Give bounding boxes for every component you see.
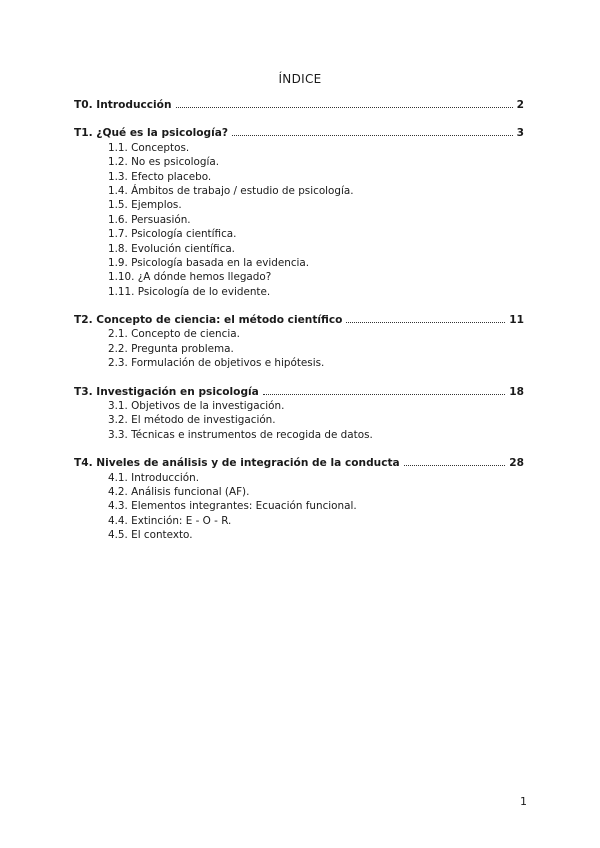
toc-subitem: 2.1. Concepto de ciencia. — [108, 328, 240, 341]
dot-leader — [176, 106, 513, 108]
toc-topic-title: T1. ¿Qué es la psicología? — [74, 127, 229, 140]
toc-subitem: 1.3. Efecto placebo. — [108, 170, 212, 183]
toc-subitem: 1.8. Evolución científica. — [108, 242, 235, 255]
toc-topic-entry — [74, 313, 524, 327]
toc-section — [74, 456, 524, 542]
toc-section — [74, 98, 524, 112]
toc-topic-entry — [74, 385, 524, 399]
toc-subitem: 1.9. Psicología basada en la evidencia. — [108, 256, 310, 269]
toc-subitem: 1.2. No es psicología. — [108, 156, 220, 169]
dot-leader — [404, 464, 506, 466]
toc-subitem: 2.2. Pregunta problema. — [108, 342, 234, 355]
toc-subitem: 3.1. Objetivos de la investigación. — [108, 400, 285, 413]
toc-subitem: 3.3. Técnicas e instrumentos de recogida de datos. — [108, 428, 373, 441]
toc-subitem: 4.3. Elementos integrantes: Ecuación funcional. — [108, 500, 357, 513]
toc-subitem: 1.1. Conceptos. — [108, 141, 190, 154]
toc-subitem: 4.1. Introducción. — [108, 471, 199, 484]
toc-subitem: 1.7. Psicología científica. — [108, 228, 237, 241]
toc-subitem: 3.2. El método de investigación. — [108, 414, 276, 427]
toc-subitem: 4.2. Análisis funcional (AF). — [108, 485, 250, 498]
toc-topic-title: T0. Introducción — [74, 99, 172, 111]
toc-subitem-list — [74, 327, 524, 370]
toc-subitem: 4.4. Extinción: E - O - R. — [108, 514, 232, 527]
toc-topic-entry — [74, 126, 524, 140]
dot-leader — [232, 134, 513, 136]
toc-section — [74, 126, 524, 299]
page-title: ÍNDICE — [278, 72, 322, 86]
toc-topic-page: 11 — [509, 314, 524, 327]
toc-subitem: 1.11. Psicología de lo evidente. — [108, 285, 271, 298]
toc-subitem: 1.6. Persuasión. — [108, 213, 191, 226]
table-of-contents — [74, 98, 524, 557]
toc-subitem: 2.3. Formulación de objetivos e hipótesis. — [108, 357, 325, 370]
toc-topic-title: T3. Investigación en psicología — [74, 385, 259, 398]
toc-topic-entry — [74, 98, 524, 112]
toc-subitem-list — [74, 471, 524, 543]
toc-topic-title: T2. Concepto de ciencia: el método científico — [74, 314, 343, 327]
dot-leader — [346, 321, 505, 323]
toc-section — [74, 313, 524, 371]
dot-leader — [263, 393, 505, 395]
toc-subitem-list — [74, 399, 524, 442]
toc-topic-title: T4. Niveles de análisis y de integración de la conducta — [74, 457, 400, 470]
toc-topic-page: 2 — [516, 99, 524, 111]
toc-subitem-list — [74, 141, 524, 299]
page-number: 1 — [520, 795, 527, 808]
toc-subitem: 4.5. El contexto. — [108, 529, 193, 542]
toc-subitem: 1.4. Ámbitos de trabajo / estudio de psicología. — [108, 184, 354, 197]
toc-topic-page: 28 — [509, 457, 524, 470]
toc-topic-page: 18 — [509, 385, 524, 398]
toc-subitem: 1.10. ¿A dónde hemos llegado? — [108, 271, 272, 284]
toc-section — [74, 385, 524, 443]
toc-topic-page: 3 — [516, 127, 524, 140]
toc-topic-entry — [74, 456, 524, 470]
toc-subitem: 1.5. Ejemplos. — [108, 199, 182, 212]
